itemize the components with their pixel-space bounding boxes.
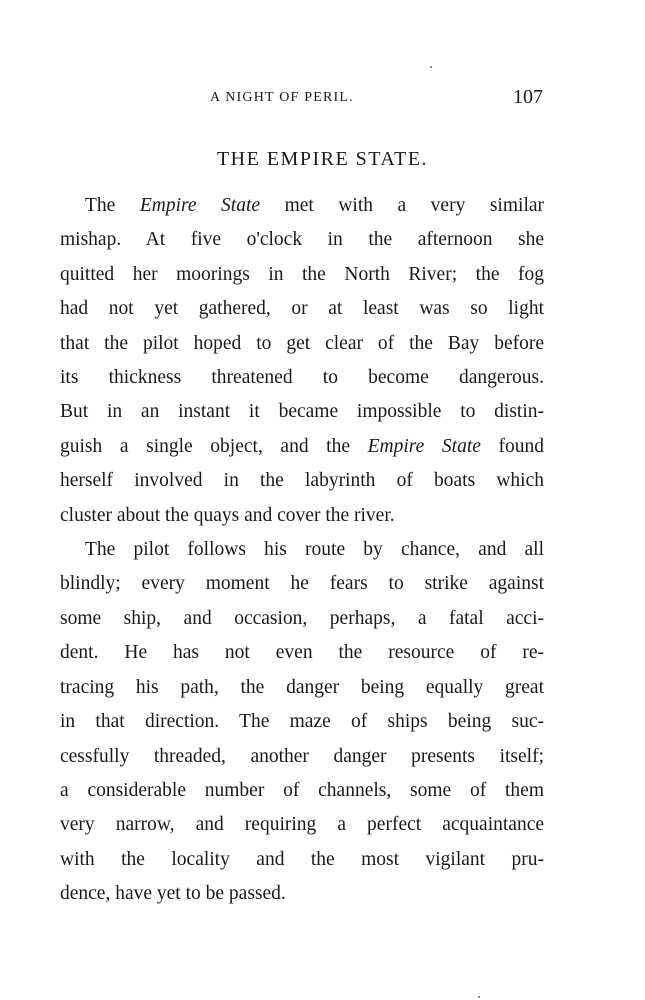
text-line: cessfully threaded, another danger presents itself; xyxy=(60,745,544,767)
paragraph-2 xyxy=(60,533,544,911)
page-number: 107 xyxy=(513,86,543,108)
text-line: The Empire State met with a very similar xyxy=(85,195,545,216)
text-line: dent. He has not even the resource of re- xyxy=(60,642,544,664)
text-line: with the locality and the most vigilant pru- xyxy=(60,848,544,870)
text-line: guish a single object, and the Empire State found xyxy=(60,435,545,457)
text-line: The pilot follows his route by chance, and all xyxy=(85,539,544,561)
text-line: that the pilot hoped to get clear of the Bay before xyxy=(60,332,544,354)
text-line: a considerable number of channels, some of them xyxy=(60,779,544,801)
text-line: tracing his path, the danger being equally great xyxy=(60,676,544,698)
text-line: some ship, and occasion, perhaps, a fatal acci- xyxy=(60,607,544,629)
print-speck xyxy=(430,66,432,68)
body-text xyxy=(60,189,544,912)
text-line: its thickness threatened to become dangerous. xyxy=(60,367,544,389)
text-line: very narrow, and requiring a perfect acquaintance xyxy=(60,814,544,836)
text-line: in that direction. The maze of ships being suc- xyxy=(60,711,544,733)
running-head: A NIGHT OF PERIL. xyxy=(210,90,354,105)
text-line: mishap. At five o'clock in the afternoon she xyxy=(60,229,544,251)
text-line: cluster about the quays and cover the river. xyxy=(60,504,395,526)
text-line: blindly; every moment he fears to strike against xyxy=(60,573,544,595)
print-speck xyxy=(478,996,480,998)
section-title: THE EMPIRE STATE. xyxy=(216,148,429,170)
text-line: But in an instant it became impossible to distin- xyxy=(60,401,544,423)
paragraph-1 xyxy=(60,189,544,533)
text-line: herself involved in the labyrinth of boats which xyxy=(60,470,544,492)
text-line: dence, have yet to be passed. xyxy=(60,883,286,905)
text-line: quitted her moorings in the North River; the fog xyxy=(60,263,544,285)
text-line: had not yet gathered, or at least was so light xyxy=(60,298,544,320)
